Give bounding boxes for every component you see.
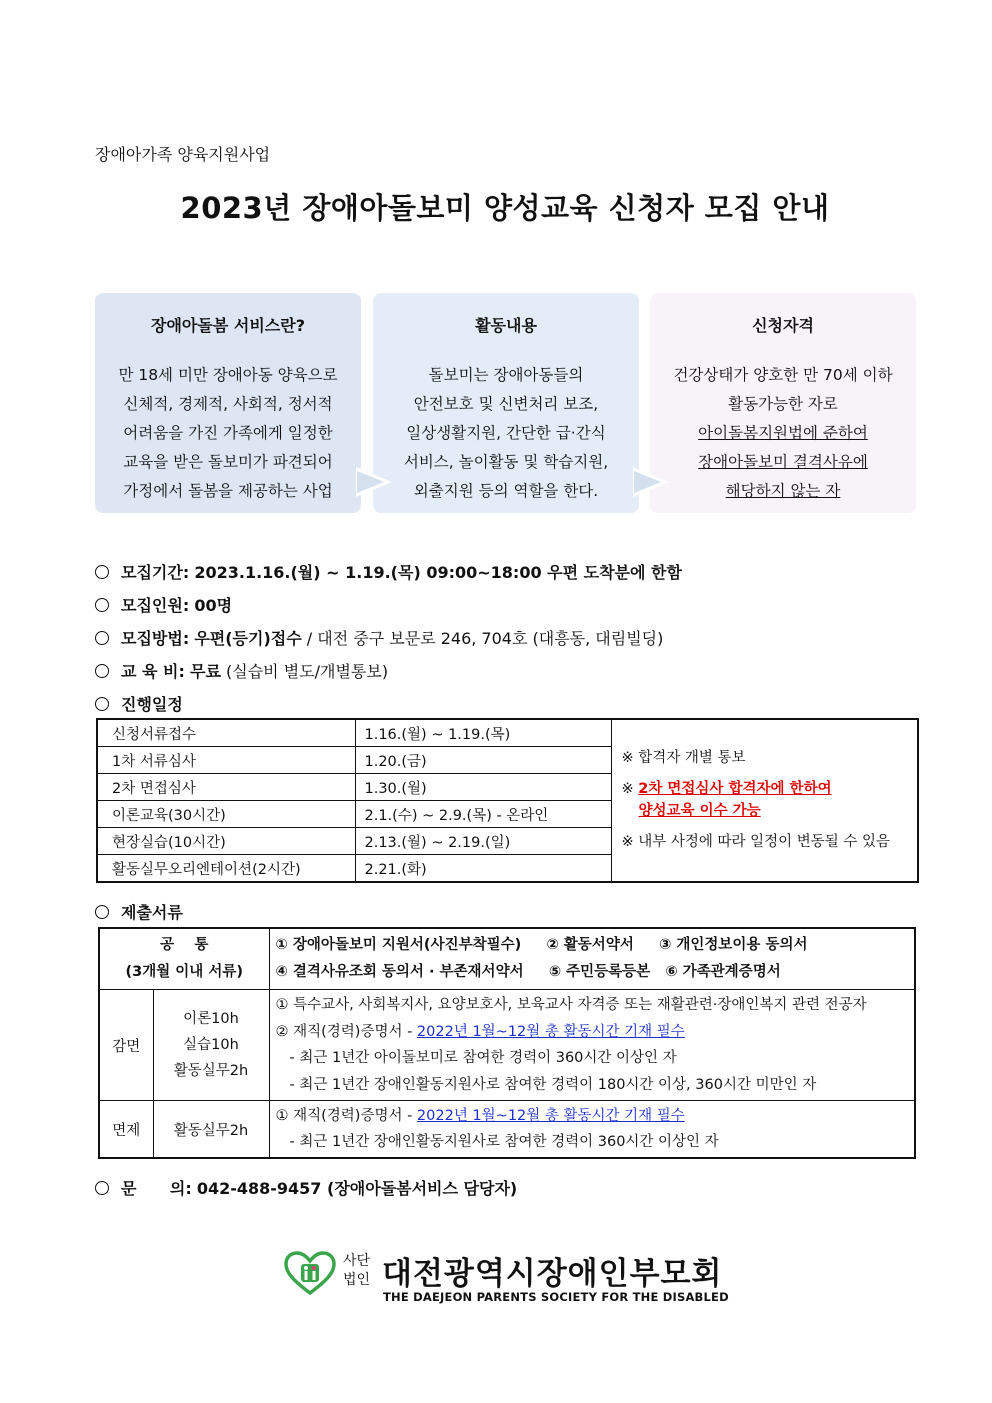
circle-bullet-icon [95,631,109,645]
info-value: 우편(등기)접수 [194,629,302,648]
box-line: 안전보호 및 신변처리 보조, [413,395,599,413]
info-count [95,593,232,616]
info-label: 모집방법: [121,629,190,648]
schedule-item: 활동실무오리엔테이션(2시간) [97,855,355,883]
table-row [97,719,918,747]
corp-type: 사단 법인 [343,1253,371,1288]
exempt-hours: 활동실무2h [153,1101,269,1159]
info-contact [95,1176,517,1199]
box-heading: 활동내용 [475,316,537,335]
info-label: 모집인원: [121,596,190,615]
arrow-right-icon [634,471,661,493]
page-title: 2023년 장애아돌보미 양성교육 신청자 모집 안내 [180,191,830,225]
required-note: 2022년 1월~12월 총 활동시간 기재 필수 [416,1023,685,1040]
box-line: 만 18세 미만 장애아동 양육으로 [118,366,338,384]
reduce-requirements: ① 특수교사, 사회복지사, 요양보호사, 보육교사 자격증 또는 재활관련·장애인복지 관련 전공자 ② 재직(경력)증명서 - 2022년 1월~12월 총 활동시간 기재 필수 - 최근 1년간 아이돌보미로 참여한 경력이 360시간 이상인 자 - 최근 1년간 장애인활동지원사로 참여한 경력이 180시간 이상, 360시간 미만인 자 [269,990,915,1101]
common-docs-label: 공 통 (3개월 이내 서류) [99,928,269,990]
circle-bullet-icon [95,905,109,919]
circle-bullet-icon [95,1181,109,1195]
schedule-item: 이론교육(30시간) [97,801,355,828]
schedule-date: 1.16.(월) ~ 1.19.(목) [355,719,611,747]
info-box-activities [373,293,639,513]
circle-bullet-icon [95,565,109,579]
common-docs-list: ① 장애아돌보미 지원서(사진부착필수) ② 활동서약서 ③ 개인정보이용 동의서 ④ 결격사유조회 동의서 · 부존재서약서 ⑤ 주민등록등본 ⑥ 가족관계증명서 [269,928,915,990]
box-line: 외출지원 등의 역할을 한다. [413,482,599,500]
info-note: (실습비 별도/개별통보) [220,662,389,681]
box-heading: 신청자격 [752,316,814,335]
box-line: 어려움을 가진 가족에게 일정한 [123,424,333,442]
org-logo-icon [284,1251,344,1297]
table-row [99,990,915,1101]
box-heading: 장애아돌봄 서비스란? [151,316,305,335]
note-highlight: 양성교육 이수 가능 [638,803,761,819]
org-name-english: THE DAEJEON PARENTS SOCIETY FOR THE DISABLED [383,1290,729,1304]
box-line: 일상생활지원, 간단한 급·간식 [406,424,606,442]
schedule-item: 현장실습(10시간) [97,828,355,855]
reduce-hours: 이론10h 실습10h 활동실무2h [153,990,269,1101]
documents-table [98,927,916,1159]
box-line: 건강상태가 양호한 만 70세 이하 [673,366,893,384]
box-line: 해당하지 않는 자 [725,482,841,500]
info-address: / 대전 중구 보문로 246, 704호 (대흥동, 대림빌딩) [301,629,664,648]
info-fee [95,659,388,682]
arrow-right-icon [357,471,384,493]
info-schedule-heading [95,692,183,715]
box-line: 서비스, 놀이활동 및 학습지원, [403,453,609,471]
schedule-item: 2차 면접심사 [97,774,355,801]
info-docs-heading [95,900,183,923]
note-line: ※ 합격자 개별 통보 [621,750,746,766]
box-line: 교육을 받은 돌보미가 파견되어 [123,453,333,471]
section-heading: 제출서류 [121,903,183,922]
info-value: 042-488-9457 (장애아돌봄서비스 담당자) [196,1179,518,1198]
box-line: 아이돌봄지원법에 준하여 [698,424,868,442]
circle-bullet-icon [95,664,109,678]
circle-bullet-icon [95,697,109,711]
schedule-date: 2.1.(수) ~ 2.9.(목) - 온라인 [355,801,611,828]
schedule-item: 신청서류접수 [97,719,355,747]
schedule-table [96,718,919,883]
section-heading: 진행일정 [121,695,183,714]
circle-bullet-icon [95,598,109,612]
info-method [95,626,663,649]
box-line: 활동가능한 자로 [728,395,838,413]
box-line: 장애아돌보미 결격사유에 [698,453,868,471]
info-period [95,560,682,583]
schedule-date: 2.13.(월) ~ 2.19.(일) [355,828,611,855]
box-line: 가정에서 돌봄을 제공하는 사업 [123,482,333,500]
note-line: ※ 내부 사정에 따라 일정이 변동될 수 있음 [621,834,891,850]
schedule-date: 1.30.(월) [355,774,611,801]
info-label: 문 의: [121,1179,192,1198]
required-note: 2022년 1월~12월 총 활동시간 기재 필수 [416,1108,685,1124]
info-value: 2023.1.16.(월) ~ 1.19.(목) 09:00~18:00 우편 도착분에 한함 [194,563,682,582]
reduce-label: 감면 [99,990,153,1101]
schedule-item: 1차 서류심사 [97,747,355,774]
subtitle: 장애아가족 양육지원사업 [95,145,271,164]
info-box-service [95,293,361,513]
schedule-date: 2.21.(화) [355,855,611,883]
box-line: 신체적, 경제적, 사회적, 정서적 [123,395,333,413]
table-row [99,928,915,990]
note-line: ※ 2차 면접심사 합격자에 한하여 양성교육 이수 가능 [621,781,832,819]
schedule-date: 1.20.(금) [355,747,611,774]
info-label: 모집기간: [121,563,190,582]
exempt-requirements: ① 재직(경력)증명서 - 2022년 1월~12월 총 활동시간 기재 필수 - 최근 1년간 장애인활동지원사로 참여한 경력이 360시간 이상인 자 [269,1101,915,1159]
exempt-label: 면제 [99,1101,153,1159]
info-value: 00명 [194,596,233,615]
box-line: 돌보미는 장애아동들의 [428,366,584,384]
schedule-notes [611,719,918,882]
info-value: 무료 [190,662,221,681]
info-box-eligibility [650,293,916,513]
info-label: 교 육 비: [121,662,185,681]
org-name: 대전광역시장애인부모회 [382,1256,723,1292]
table-row [99,1101,915,1159]
note-highlight: 2차 면접심사 합격자에 한하여 [638,781,832,797]
